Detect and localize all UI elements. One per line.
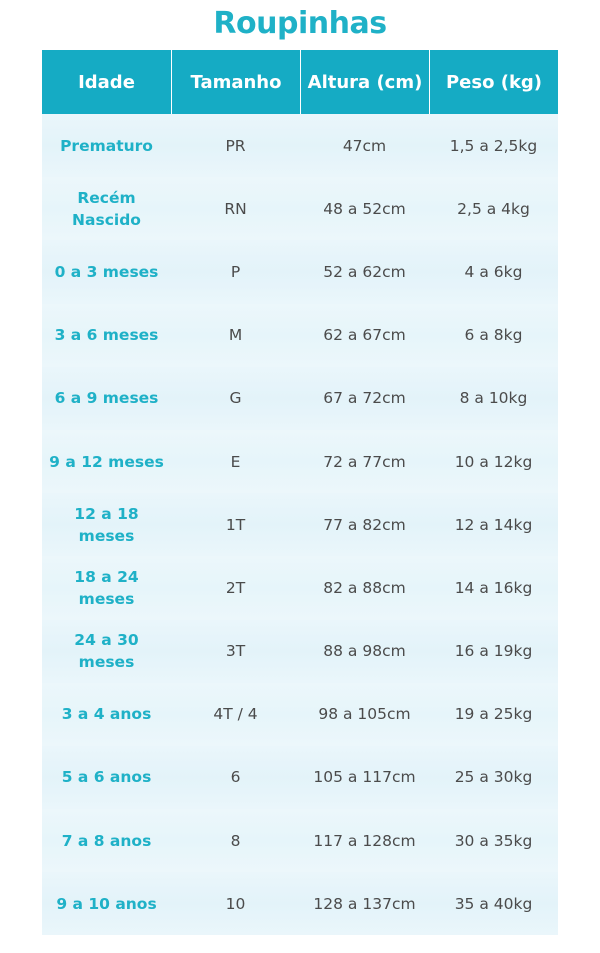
table-row — [42, 620, 558, 683]
table-body — [42, 114, 558, 935]
weight-cell: 12 a 14kg — [454, 515, 533, 534]
table-row — [42, 683, 558, 746]
age-cell: 5 a 6 anos — [61, 768, 152, 787]
table-row — [42, 367, 558, 430]
size-cell: 6 — [230, 768, 241, 787]
age-cell: 0 a 3 meses — [54, 262, 159, 281]
size-cell: M — [228, 326, 243, 345]
weight-cell: 10 a 12kg — [454, 452, 533, 471]
table-header — [42, 50, 558, 114]
table-row — [42, 556, 558, 619]
height-cell: 117 a 128cm — [313, 831, 416, 850]
weight-cell: 2,5 a 4kg — [457, 199, 530, 218]
weight-cell: 4 a 6kg — [464, 262, 523, 281]
age-cell: 18 a 24 meses — [74, 567, 139, 608]
age-cell: 12 a 18 meses — [74, 504, 139, 545]
height-cell: 77 a 82cm — [323, 515, 406, 534]
weight-cell: 35 a 40kg — [454, 894, 533, 913]
age-cell: 7 a 8 anos — [61, 831, 152, 850]
height-cell: 128 a 137cm — [313, 894, 416, 913]
size-cell: 3T — [225, 642, 246, 661]
table-row — [42, 304, 558, 367]
weight-cell: 14 a 16kg — [454, 578, 533, 597]
height-cell: 48 a 52cm — [323, 199, 406, 218]
height-cell: 47cm — [342, 136, 387, 155]
header-size: Tamanho — [171, 50, 300, 114]
size-cell: 4T / 4 — [213, 705, 258, 724]
height-cell: 62 a 67cm — [323, 326, 406, 345]
size-cell: 2T — [225, 578, 246, 597]
table-row — [42, 430, 558, 493]
age-cell: 6 a 9 meses — [54, 389, 159, 408]
size-cell: 1T — [225, 515, 246, 534]
weight-cell: 19 a 25kg — [454, 705, 533, 724]
size-cell: P — [230, 262, 241, 281]
age-cell: 9 a 10 anos — [56, 894, 157, 913]
height-cell: 88 a 98cm — [323, 642, 406, 661]
weight-cell: 16 a 19kg — [454, 642, 533, 661]
age-cell: 24 a 30 meses — [74, 631, 139, 672]
height-cell: 98 a 105cm — [318, 705, 411, 724]
table-row — [42, 114, 558, 177]
table-row — [42, 493, 558, 556]
header-age: Idade — [78, 71, 135, 93]
weight-cell: 25 a 30kg — [454, 768, 533, 787]
header-weight: Peso (kg) — [429, 50, 558, 114]
page-title: Roupinhas — [213, 6, 387, 41]
age-cell: Recém Nascido — [72, 188, 141, 229]
height-cell: 67 a 72cm — [323, 389, 406, 408]
table-row — [42, 177, 558, 240]
height-cell: 105 a 117cm — [313, 768, 416, 787]
age-cell: 3 a 4 anos — [61, 705, 152, 724]
weight-cell: 8 a 10kg — [459, 389, 528, 408]
table-row — [42, 809, 558, 872]
size-cell: 8 — [230, 831, 241, 850]
size-cell: 10 — [225, 894, 246, 913]
size-cell: PR — [225, 136, 246, 155]
weight-cell: 6 a 8kg — [464, 326, 523, 345]
age-cell: Prematuro — [60, 136, 153, 155]
header-height: Altura (cm) — [300, 50, 429, 114]
table-row — [42, 240, 558, 303]
size-cell: E — [230, 452, 241, 471]
size-cell: G — [229, 389, 242, 408]
height-cell: 72 a 77cm — [323, 452, 406, 471]
weight-cell: 1,5 a 2,5kg — [449, 136, 538, 155]
height-cell: 52 a 62cm — [323, 262, 406, 281]
table-row — [42, 872, 558, 935]
weight-cell: 30 a 35kg — [454, 831, 533, 850]
age-cell: 3 a 6 meses — [54, 326, 159, 345]
height-cell: 82 a 88cm — [323, 578, 406, 597]
size-table — [42, 50, 558, 935]
size-cell: RN — [224, 199, 247, 218]
age-cell: 9 a 12 meses — [49, 452, 164, 471]
table-row — [42, 746, 558, 809]
